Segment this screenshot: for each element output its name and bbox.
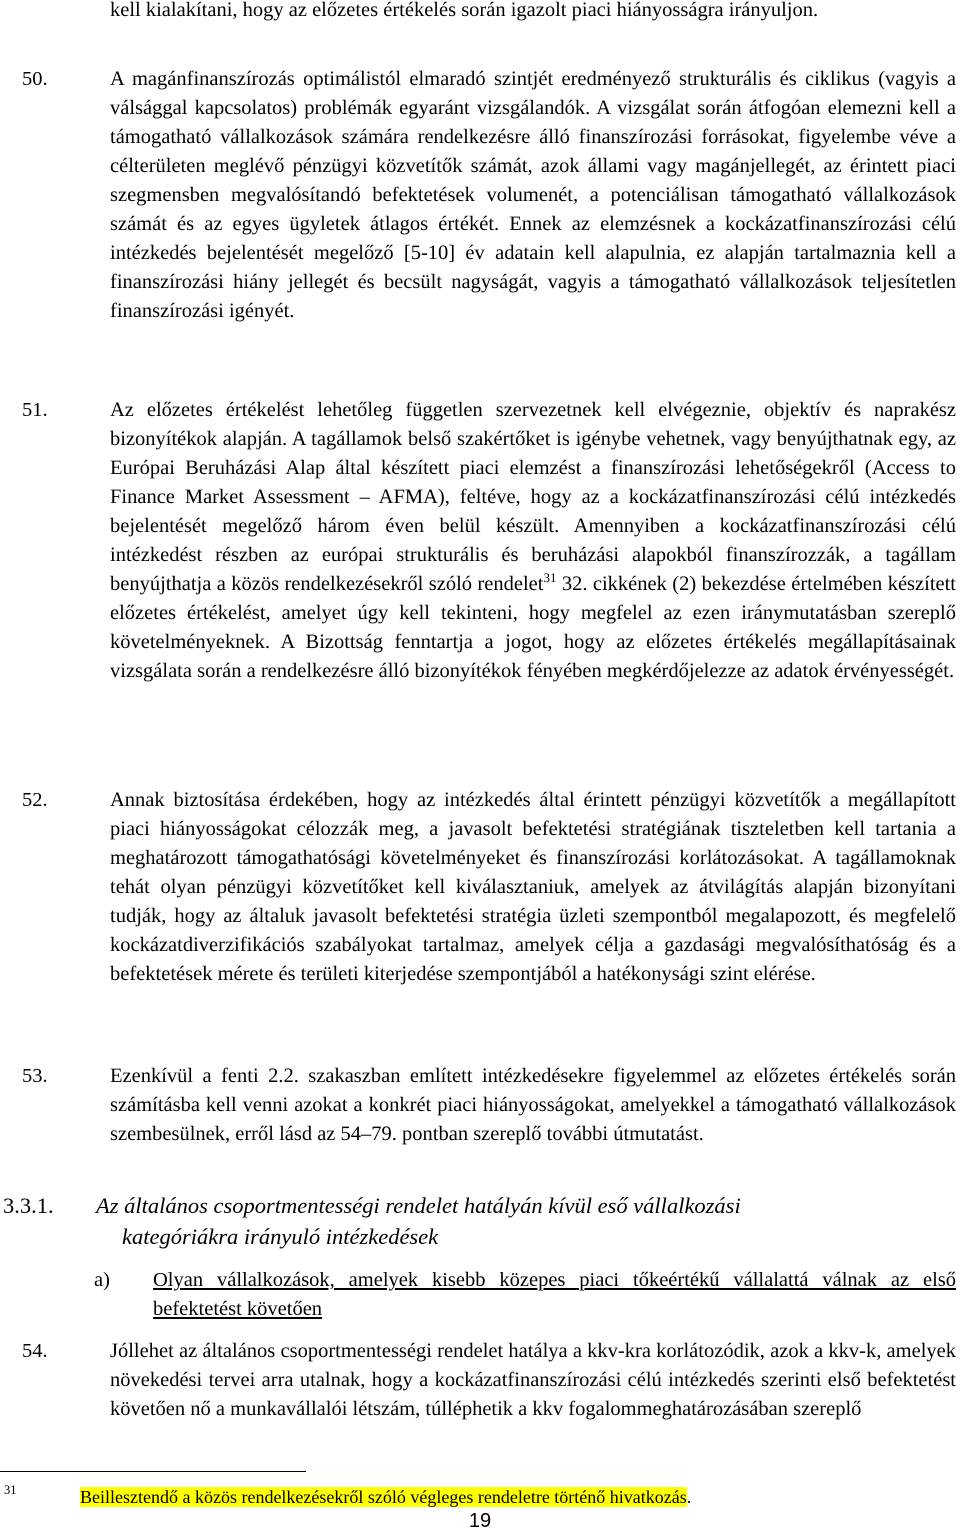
paragraph-number: 52. — [22, 789, 48, 811]
page-number: 19 — [468, 1510, 492, 1532]
paragraph-number: 53. — [22, 1065, 48, 1087]
section-title-line: kategóriákra irányuló intézkedések — [122, 1224, 439, 1249]
footnote-highlighted-text: Beillesztendő a közös rendelkezésekről szóló végleges rendeletre történő hivatkozás — [80, 1487, 687, 1507]
footnote-reference[interactable]: 31 — [543, 570, 557, 586]
subsection-text: Olyan vállalkozások, amelyek kisebb közepes piaci tőkeértékű vállalattá válnak az első befektetést követően — [153, 1269, 956, 1320]
paragraph-number: 54. — [22, 1340, 48, 1362]
paragraph-text-part: Az előzetes értékelést lehetőleg független szervezetnek kell elvégeznie, objektív és naprakész bizonyítékok alapján. A tagállamok belső szakértőket is igénybe vehetnek, vagy benyújthatnak egy, az Európai Beruházási Alap által készített piaci elemzést a finanszírozási lehetőségekről (Access to Finance Market Assessment – AFMA), feltéve, hogy az a kockázatfinanszírozási célú intézkedés bejelentését megelőző három éven belül készült. Amennyiben a kockázatfinanszírozási célú intézkedést részben az európai strukturális és beruházási alapokból finanszírozzák, a tagállam benyújthatja a közös rendelkezésekről szóló rendelet — [110, 399, 956, 595]
paragraph-text: Ezenkívül a fenti 2.2. szakaszban említett intézkedésekre figyelemmel az előzetes értékelés során számításba kell venni azokat a konkrét piaci hiányosságokat, amelyekkel a támogatható vállalkozások szembesülnek, erről lásd az 54–79. pontban szereplő további útmutatást. — [110, 1065, 956, 1145]
paragraph-text: Jóllehet az általános csoportmentességi rendelet hatálya a kkv-kra korlátozódik, azok a kkv-k, amelyek növekedési tervei arra utalnak, hogy a kockázatfinanszírozási célú intézkedés szerinti első befektetést követően nő a munkavállalói létszám, túlléphetik a kkv fogalommeghatározásában szereplő — [110, 1340, 956, 1420]
footnote-number: 31 — [4, 1483, 17, 1497]
footnote-trailing: . — [686, 1487, 692, 1507]
section-title-line: Az általános csoportmentességi rendelet hatályán kívül eső vállalkozási — [96, 1193, 741, 1218]
subsection-label: a) — [94, 1269, 110, 1291]
paragraph-text: A magánfinanszírozás optimálistól elmaradó szintjét eredményező strukturális és ciklikus (vagyis a válsággal kapcsolatos) problémák egyaránt vizsgálandók. A vizsgálat során átfogóan elemezni kell a támogatható vállalkozások számára rendelkezésre álló finanszírozási forrásokat, figyelembe véve a célterületen meglévő pénzügyi közvetítők számát, azok állami vagy magánjellegét, az érintett piaci szegmensben megvalósítandó befektetések volumenét, a potenciálisan támogatható vállalkozások számát és az egyes ügyletek átlagos értékét. Ennek az elemzésnek a kockázatfinanszírozási célú intézkedés bejelentését megelőző [5-10] év adatain kell alapulnia, ez alapján tartalmaznia kell a finanszírozási hiány jellegét és becsült nagyságát, vagyis a támogatható vállalkozások teljesítetlen finanszírozási igényét. — [110, 68, 956, 322]
paragraph-number: 50. — [22, 68, 48, 90]
footnote-text — [80, 1486, 691, 1508]
paragraph-number: 51. — [22, 399, 48, 421]
section-title — [96, 1190, 958, 1252]
footnote-separator — [0, 1471, 306, 1472]
paragraph-text-part: 32. cikkének (2) bekezdése értelmében készített előzetes értékelést, amelyet úgy kell tekinteni, hogy megfelel az ezen iránymutatásban szereplő követelményeknek. A Bizottság fenntartja a jogot, hogy az előzetes értékelés megállapításainak vizsgálata során a rendelkezésre álló bizonyítékok fényében megkérdőjelezze az adatok érvényességét. — [110, 573, 956, 682]
paragraph-text: Annak biztosítása érdekében, hogy az intézkedés által érintett pénzügyi közvetítők a megállapított piaci hiányosságokat célozzák meg, a javasolt befektetési stratégiának tiszteletben kell tartania a meghatározott támogathatósági követelményeket és finanszírozási korlátozásokat. A tagállamoknak tehát olyan pénzügyi közvetítőket kell kiválasztaniuk, amelyek az átvilágítás alapján bizonyítani tudják, hogy az általuk javasolt befektetési stratégia üzleti szempontból megalapozott, és megfelelő kockázatdiverzifikációs szabályokat tartalmaz, amelyek célja a gazdasági megvalósíthatóság és a befektetések mérete és területi kiterjedése szempontjából a hatékonysági szint elérése. — [110, 789, 956, 985]
paragraph-text — [110, 396, 956, 686]
paragraph-text: kell kialakítani, hogy az előzetes értékelés során igazolt piaci hiányosságra irányuljon. — [110, 0, 819, 21]
section-number: 3.3.1. — [3, 1193, 54, 1218]
